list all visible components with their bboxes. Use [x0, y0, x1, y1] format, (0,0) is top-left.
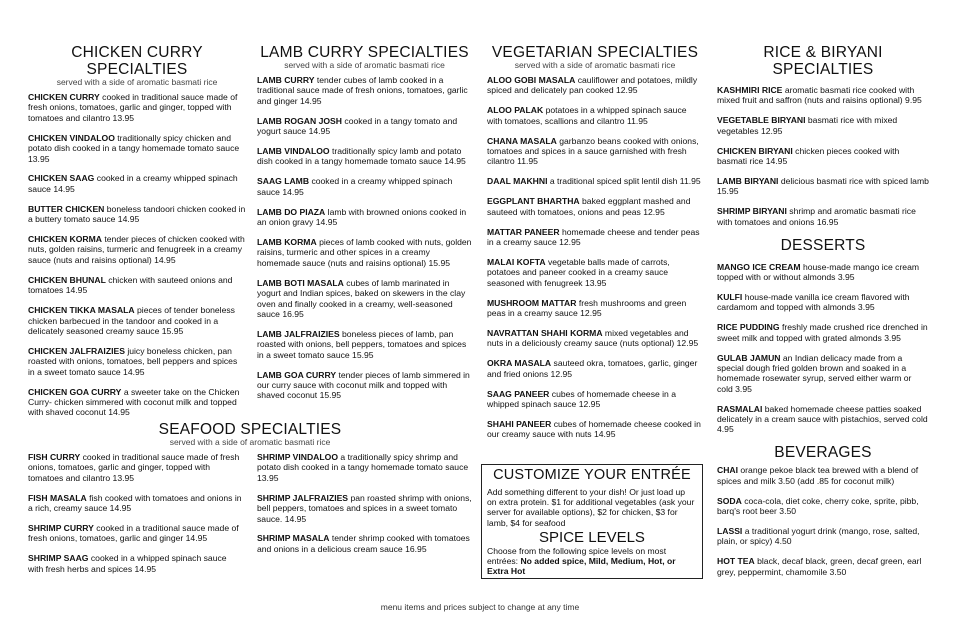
- item-name: LAMB CURRY: [257, 75, 315, 85]
- menu-item: [28, 133, 246, 164]
- item-description: cooked in a creamy whipped spinach sauce 14.95: [257, 176, 453, 197]
- section-title: CHICKEN CURRY SPECIALTIES: [71, 44, 203, 78]
- item-description: freshly made crushed rice drenched in sweet milk and topped with grated almonds 3.95: [717, 322, 928, 343]
- item-description: tender shrimp cooked with tomatoes and onions in a delicious cream sauce 16.95: [257, 533, 470, 554]
- item-name: CHICKEN KORMA: [28, 234, 102, 245]
- item-description: boneless tandoori chicken cooked in a buttery tomato sauce 14.95: [28, 203, 246, 225]
- customize-text: Add something different to your dish! Or just load up on extra protein. $1 for additional vegetables (ask your server for available options), $2 for chicken, $3 for lamb, $4 for seafood: [487, 487, 695, 528]
- item-description: potatoes in a whipped spinach sauce with tomatoes, scallions and cilantro 11.95: [487, 105, 687, 126]
- item-name: SHRIMP CURRY: [28, 523, 94, 534]
- item-name: MALAI KOFTA: [487, 256, 546, 267]
- item-name: CHICKEN TIKKA MASALA: [28, 305, 135, 316]
- menu-item: [28, 234, 246, 265]
- menu-item: [487, 328, 703, 349]
- item-name: MUSHROOM MATTAR: [487, 297, 577, 308]
- menu-item: [487, 257, 703, 288]
- spice-levels-text: Choose from the following spice levels on most entrées: No added spice, Mild, Medium, Hot, or Extra Hot: [487, 545, 676, 577]
- item-name: RICE PUDDING: [717, 322, 780, 333]
- item-name: SHRIMP JALFRAIZIES: [257, 492, 349, 503]
- item-name: LAMB BOTI MASALA: [257, 277, 344, 288]
- item-description: a traditionally spicy shrimp and potato dish cooked in a tangy homemade tomato sauce 13.95: [257, 452, 469, 483]
- section-title: LAMB CURRY SPECIALTIES: [260, 44, 469, 61]
- item-description: aromatic basmati rice cooked with mixed fruit and saffron (nuts and raisins optional) 9.95: [717, 85, 922, 106]
- section-subtitle: served with a side of aromatic basmati rice: [514, 60, 676, 70]
- item-description: fish cooked with tomatoes and onions in a rich, creamy sauce 14.95: [28, 492, 242, 514]
- item-description: black, decaf black, green, decaf green, earl grey, peppermint, chamomile 3.50: [717, 556, 922, 577]
- menu-item: [28, 523, 244, 544]
- section-subtitle: served with a side of aromatic basmati rice: [56, 77, 218, 87]
- vegetarian-section: [487, 44, 703, 449]
- menu-item: [717, 404, 929, 435]
- menu-item: [487, 75, 703, 96]
- menu-list: [28, 452, 244, 584]
- menu-list: [717, 262, 929, 435]
- item-description: traditionally spicy lamb and potato dish cooked in a tangy homemade tomato sauce 14.95: [257, 146, 466, 167]
- menu-item: [257, 207, 472, 228]
- item-name: SODA: [717, 495, 742, 506]
- item-description: delicious basmati rice with spiced lamb 15.95: [717, 175, 929, 197]
- item-name: SAAG LAMB: [257, 176, 310, 187]
- menu-item: [28, 493, 244, 514]
- item-description: tender pieces of lamb simmered in our curry sauce with coconut milk and topped with shaved coconut 15.95: [257, 369, 470, 401]
- menu-item: [28, 204, 246, 225]
- menu-item: [717, 176, 929, 197]
- item-description: house-made vanilla ice cream flavored with cardamom and topped with almonds 3.95: [717, 291, 910, 313]
- menu-list: [487, 75, 703, 440]
- lamb-section: [257, 44, 472, 410]
- menu-item: [28, 92, 246, 123]
- item-name: MATTAR PANEER: [487, 226, 560, 237]
- item-description: baked homemade cheese patties soaked delicately in a cream sauce with pistachios, served cold 4.95: [717, 403, 928, 435]
- item-description: traditionally spicy chicken and potato dish cooked in a tangy homemade tomato sauce 13.95: [28, 132, 240, 164]
- item-name: EGGPLANT BHARTHA: [487, 196, 580, 207]
- menu-item: [257, 452, 472, 483]
- menu-item: [28, 346, 246, 377]
- item-description: cooked in a traditional sauce made of fresh onions, tomatoes, garlic and ginger 14.95: [28, 523, 239, 544]
- spice-levels-title: SPICE LEVELS: [539, 528, 645, 546]
- item-description: tender cubes of lamb cooked in a traditional sauce made of fresh onions, tomatoes, garlic and ginger 14.95: [257, 75, 468, 106]
- item-description: coca-cola, diet coke, cherry coke, sprite, pibb, barq's root beer 3.50: [717, 495, 919, 517]
- menu-item: [717, 556, 929, 577]
- item-description: house-made mango ice cream topped with or without almonds 3.95: [717, 261, 920, 282]
- section-title: RICE & BIRYANI SPECIALTIES: [763, 44, 883, 78]
- menu-item: [487, 196, 703, 217]
- menu-item: [28, 305, 246, 336]
- menu-item: [717, 146, 929, 167]
- item-description: orange pekoe black tea brewed with a blend of spices and milk 3.50 (add .85 for coconut milk): [717, 465, 919, 486]
- item-name: LAMB BIRYANI: [717, 175, 779, 186]
- menu-item: [487, 389, 703, 410]
- item-name: VEGETABLE BIRYANI: [717, 115, 806, 126]
- menu-item: [257, 176, 472, 197]
- spice-options: No added spice, Mild, Medium, Hot, or Extra Hot: [487, 556, 676, 577]
- item-name: CHICKEN CURRY: [28, 92, 100, 102]
- item-description: boneless pieces of lamb, pan roasted with onions, bell peppers, tomatoes and spices in a sweet tomato sauce 15.95: [257, 328, 467, 360]
- section-title: BEVERAGES: [774, 444, 872, 462]
- menu-item: [717, 322, 929, 343]
- section-title: DESSERTS: [780, 236, 866, 254]
- menu-item: [28, 387, 246, 418]
- item-name: SHRIMP VINDALOO: [257, 452, 339, 462]
- item-name: CHICKEN SAAG: [28, 173, 95, 184]
- menu-item: [717, 465, 929, 486]
- menu-list: [257, 452, 472, 564]
- menu-list: [717, 465, 929, 577]
- chicken-section: [28, 44, 246, 427]
- menu-item: [257, 146, 472, 167]
- item-description: cooked in traditional sauce made of fresh onions, tomatoes, garlic and ginger, topped with tomatoes and cilantro 13.95: [28, 92, 238, 123]
- menu-item: [257, 75, 472, 106]
- menu-item: [717, 262, 929, 283]
- item-description: chicken with sauteed onions and tomatoes 14.95: [28, 274, 233, 296]
- menu-item: [487, 176, 703, 186]
- item-description: chicken pieces cooked with basmati rice 14.95: [717, 145, 900, 167]
- menu-item: [257, 116, 472, 137]
- menu-list: [28, 92, 246, 418]
- item-description: cubes of homemade cheese in a whipped spinach sauce 12.95: [487, 388, 677, 409]
- menu-item: [717, 496, 929, 517]
- item-name: BUTTER CHICKEN: [28, 203, 105, 214]
- menu-item: [487, 419, 703, 440]
- item-name: FISH CURRY: [28, 452, 81, 462]
- item-description: homemade cheese and tender peas in a creamy sauce 12.95: [487, 226, 700, 247]
- item-name: KASHMIRI RICE: [717, 85, 783, 95]
- section-title: SEAFOOD SPECIALTIES: [158, 421, 342, 438]
- menu-item: [28, 275, 246, 296]
- menu-item: [257, 533, 472, 554]
- item-name: CHANA MASALA: [487, 135, 557, 146]
- menu-item: [28, 452, 244, 483]
- customize-title: CUSTOMIZE YOUR ENTRÉE: [493, 467, 691, 483]
- menu-item: [257, 278, 472, 320]
- menu-list: [257, 75, 472, 401]
- menu-list: [717, 85, 929, 227]
- item-description: cubes of homemade cheese cooked in our creamy sauce with nuts 14.95: [487, 418, 701, 440]
- item-description: cauliflower and potatoes, mildly spiced and delicately pan cooked 12.95: [487, 75, 698, 96]
- footer-note: menu items and prices subject to change at any time: [380, 602, 580, 612]
- item-name: CHICKEN BIRYANI: [717, 145, 793, 156]
- item-description: cubes of lamb marinated in yogurt and Indian spices, baked on skewers in the clay oven and finally cooked in a creamy, well-seasoned sauce 16.95: [257, 277, 466, 319]
- item-name: FISH MASALA: [28, 492, 87, 503]
- menu-item: [487, 227, 703, 248]
- item-name: DAAL MAKHNI: [487, 176, 548, 187]
- item-description: garbanzo beans cooked with onions, tomatoes and spices in a sauce garnished with fresh cilantro 11.95: [487, 135, 699, 167]
- item-name: OKRA MASALA: [487, 358, 552, 369]
- item-name: SHRIMP SAAG: [28, 553, 89, 564]
- item-name: RASMALAI: [717, 403, 763, 414]
- item-description: cooked in a creamy whipped spinach sauce 14.95: [28, 173, 238, 194]
- item-description: a traditional spiced split lentil dish 11.95: [549, 176, 701, 187]
- item-description: mixed vegetables and nuts in a deliciously creamy sauce (nuts optional) 12.95: [487, 327, 699, 349]
- menu-item: [487, 298, 703, 319]
- item-name: SHAHI PANEER: [487, 418, 552, 429]
- item-description: baked eggplant mashed and sauteed with tomatoes, onions and peas 12.95: [487, 196, 691, 217]
- menu-item: [717, 353, 929, 395]
- menu-item: [717, 85, 929, 106]
- item-name: LAMB ROGAN JOSH: [257, 115, 342, 126]
- section-subtitle: served with a side of aromatic basmati rice: [284, 60, 445, 70]
- item-name: LAMB GOA CURRY: [257, 369, 337, 380]
- item-description: cooked in a tangy tomato and yogurt sauce 14.95: [257, 115, 458, 137]
- item-description: sauteed okra, tomatoes, garlic, ginger and fried onions 12.95: [487, 358, 698, 379]
- item-name: CHICKEN BHUNAL: [28, 274, 106, 285]
- item-name: CHAI: [717, 465, 739, 476]
- item-name: LAMB KORMA: [257, 236, 317, 247]
- item-name: MANGO ICE CREAM: [717, 261, 801, 272]
- item-name: HOT TEA: [717, 556, 755, 567]
- item-name: CHICKEN GOA CURRY: [28, 386, 122, 397]
- item-description: pieces of lamb cooked with nuts, golden raisins, turmeric and other spices in a creamy homemade sauce (nuts and raisins optional) 15.95: [257, 236, 472, 268]
- menu-item: [257, 493, 472, 524]
- item-description: juicy boneless chicken, pan roasted with onions, tomatoes, bell peppers and spices in a sweet tomato sauce 14.95: [28, 345, 238, 377]
- item-description: basmati rice with mixed vegetables 12.95: [717, 115, 898, 136]
- seafood-section: [28, 421, 472, 574]
- section-subtitle: served with a side of aromatic basmati rice: [169, 437, 331, 447]
- item-name: KULFI: [717, 291, 743, 302]
- menu-item: [257, 237, 472, 268]
- item-name: SHRIMP BIRYANI: [717, 206, 787, 217]
- item-name: CHICKEN VINDALOO: [28, 132, 115, 143]
- menu-item: [257, 370, 472, 401]
- item-name: ALOO PALAK: [487, 105, 544, 116]
- item-description: a traditional yogurt drink (mango, rose, salted, plain, or spicy) 4.50: [717, 525, 920, 547]
- menu-item: [28, 173, 246, 194]
- menu-item: [717, 526, 929, 547]
- rice-section: [717, 44, 929, 587]
- section-title: VEGETARIAN SPECIALTIES: [491, 44, 699, 61]
- item-description: cooked in traditional sauce made of fresh onions, tomatoes, garlic and ginger, topped with tomatoes and cilantro 13.95: [28, 452, 240, 483]
- item-description: fresh mushrooms and green peas in a creamy sauce 12.95: [487, 297, 687, 318]
- menu-item: [28, 553, 244, 574]
- menu-item: [257, 329, 472, 360]
- item-description: pan roasted shrimp with onions, bell peppers, tomatoes and spices in a sweet tomato sauce. 14.95: [257, 492, 472, 524]
- item-name: GULAB JAMUN: [717, 352, 781, 363]
- menu-item: [717, 206, 929, 227]
- item-description: tender pieces of chicken cooked with nuts, golden raisins, turmeric and fenugreek in a creamy sauce (nuts and raisins optional) 14.95: [28, 234, 245, 265]
- item-name: LAMB DO PIAZA: [257, 206, 326, 217]
- menu-item: [487, 358, 703, 379]
- item-description: a sweeter take on the Chicken Curry- chicken simmered with coconut milk and topped with shaved coconut 14.95: [28, 386, 240, 418]
- menu-item: [717, 115, 929, 136]
- item-description: an Indian delicacy made from a special dough fried golden brown and soaked in a homemade rosewater syrup, served either warm or cold 3.95: [717, 352, 912, 394]
- item-name: LAMB VINDALOO: [257, 146, 330, 157]
- item-description: vegetable balls made of carrots, potatoes and paneer cooked in a creamy sauce seasoned with fenugreek 13.95: [487, 256, 670, 288]
- menu-item: [717, 292, 929, 313]
- item-name: LAMB JALFRAIZIES: [257, 328, 340, 339]
- item-description: pieces of tender boneless chicken barbecued in the tandoor and cooked in a delicately seasoned creamy sauce 15.95: [28, 305, 235, 336]
- menu-item: [487, 136, 703, 167]
- item-description: cooked in a whipped spinach sauce with fresh herbs and spices 14.95: [28, 553, 227, 574]
- item-name: SHRIMP MASALA: [257, 533, 330, 544]
- menu-item: [487, 105, 703, 126]
- item-name: NAVRATTAN SHAHI KORMA: [487, 327, 603, 338]
- item-name: LASSI: [717, 525, 743, 536]
- customize-box: [481, 464, 703, 579]
- item-name: CHICKEN JALFRAIZIES: [28, 345, 125, 356]
- item-name: SAAG PANEER: [487, 388, 550, 399]
- item-description: lamb with browned onions cooked in an onion gravy 14.95: [257, 206, 467, 228]
- item-description: shrimp and aromatic basmati rice with tomatoes and onions 16.95: [717, 206, 916, 227]
- item-name: ALOO GOBI MASALA: [487, 75, 576, 85]
